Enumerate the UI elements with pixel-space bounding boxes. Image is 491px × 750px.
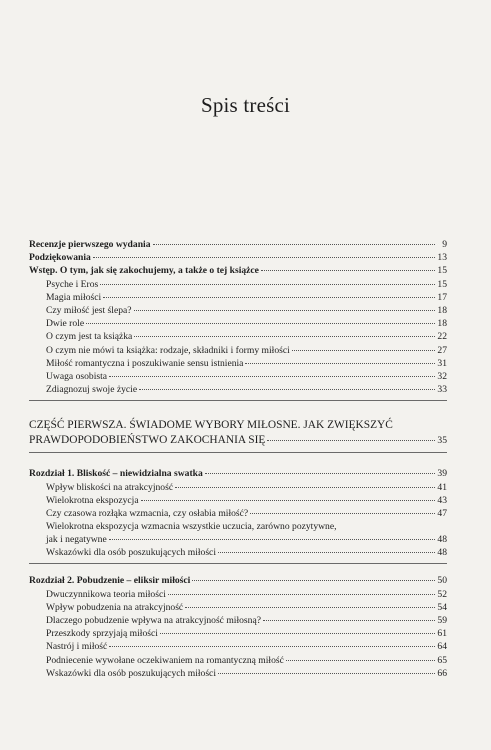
toc-chapter [29, 467, 447, 480]
toc-entry-page: 65 [437, 654, 447, 666]
page-title: Spis treści [200, 93, 291, 117]
toc-subentry [29, 344, 447, 357]
toc-subentry [29, 317, 447, 330]
toc-entry-title: Wpływ pobudzenia na atrakcyjność [46, 601, 184, 613]
toc-entry-page: 59 [437, 614, 447, 626]
table-of-contents [29, 238, 447, 680]
toc-entry-title: Miłość romantyczna i poszukiwanie sensu istnienia [46, 357, 244, 369]
toc-entry-title: Dwuczynnikowa teoria miłości [46, 588, 166, 600]
toc-entry [29, 238, 447, 251]
dot-leader [134, 335, 435, 337]
dot-leader [261, 269, 435, 271]
toc-entry-page: 64 [437, 641, 447, 653]
toc-entry-page: 54 [437, 601, 447, 613]
toc-entry-title: O czym jest ta książka [46, 331, 133, 343]
toc-entry-title: Wielokrotna ekspozycja [46, 494, 139, 506]
dot-leader [109, 538, 435, 540]
dot-leader [218, 551, 435, 553]
toc-entry-title: Zdiagnozuj swoje życie [46, 384, 138, 396]
dot-leader [86, 322, 435, 324]
toc-subentry [29, 481, 447, 494]
toc-entry-page: 15 [437, 278, 447, 290]
toc-chapter [29, 574, 447, 587]
dot-leader [205, 472, 435, 474]
part-title-line1: CZĘŚĆ PIERWSZA. ŚWIADOME WYBORY MIŁOSNE. JAK ZWIĘKSZYĆ [29, 419, 393, 432]
toc-entry-page: 39 [437, 468, 447, 480]
toc-entry-page: 18 [437, 318, 447, 330]
toc-subentry [29, 494, 447, 507]
toc-entry-page: 66 [437, 667, 447, 679]
dot-leader [218, 672, 435, 674]
toc-entry-page: 33 [437, 384, 447, 396]
dot-leader [93, 256, 435, 258]
dot-leader [245, 362, 435, 364]
toc-entry-page: 27 [437, 344, 447, 356]
dot-leader [134, 309, 435, 311]
toc-subentry [29, 667, 447, 680]
toc-subentry [29, 614, 447, 627]
dot-leader [168, 593, 435, 595]
section-divider [29, 400, 447, 402]
toc-subentry [29, 588, 447, 601]
toc-entry-title: Recenzje pierwszego wydania [29, 239, 151, 250]
dot-leader [100, 283, 435, 285]
toc-entry-title: Magia miłości [46, 291, 102, 303]
toc-subentry [29, 278, 447, 291]
toc-entry-title: Dwie role [46, 318, 85, 330]
toc-entry-page: 9 [442, 239, 447, 250]
toc-entry-page: 48 [437, 547, 447, 559]
dot-leader [267, 439, 435, 441]
toc-entry-page: 22 [437, 331, 447, 343]
toc-subentry [29, 533, 447, 546]
toc-subentry [29, 507, 447, 520]
toc-entry-title: Podziękowania [29, 252, 91, 264]
toc-entry-title: Psyche i Eros [46, 278, 99, 290]
dot-leader [139, 388, 435, 390]
toc-subentry [29, 640, 447, 653]
toc-entry-page: 15 [437, 265, 447, 277]
dot-leader [286, 659, 435, 661]
toc-entry-title: Wstęp. O tym, jak się zakochujemy, a także o tej książce [29, 265, 259, 277]
toc-entry-page: 31 [437, 357, 447, 369]
toc-subentry [29, 357, 447, 370]
toc-entry-page: 41 [437, 481, 447, 493]
toc-entry-page: 18 [437, 305, 447, 317]
toc-entry-page: 43 [437, 494, 447, 506]
dot-leader [109, 375, 435, 377]
dot-leader [153, 243, 436, 245]
toc-entry-title: Czy miłość jest ślepa? [46, 305, 132, 317]
dot-leader [141, 499, 435, 501]
toc-subentry [29, 654, 447, 667]
toc-entry-title: O czym nie mówi ta książka: rodzaje, składniki i formy miłości [46, 344, 290, 356]
dot-leader [160, 632, 435, 634]
toc-entry-page: 48 [437, 533, 447, 545]
toc-entry-title: Podniecenie wywołane oczekiwaniem na romantyczną miłość [46, 654, 284, 666]
toc-entry [29, 264, 447, 277]
toc-entry-page: 47 [437, 508, 447, 520]
toc-entry [29, 251, 447, 264]
dot-leader [109, 645, 435, 647]
toc-entry-title: Przeszkody sprzyjają miłości [46, 628, 158, 640]
toc-entry-page: 52 [437, 588, 447, 600]
part-title-line2: PRAWDOPODOBIEŃSTWO ZAKOCHANIA SIĘ [29, 434, 266, 447]
toc-subentry [29, 304, 447, 317]
toc-entry-page: 32 [437, 371, 447, 383]
dot-leader [185, 606, 435, 608]
toc-entry-title: Nastrój i miłość [46, 641, 108, 653]
toc-subentry [29, 370, 447, 383]
toc-subentry-line1: Wielokrotna ekspozycja wzmacnia wszystkie uczucia, zarówno pozytywne, [46, 521, 337, 533]
toc-entry-page: 61 [437, 628, 447, 640]
toc-entry-title: jak i negatywne [46, 533, 107, 545]
toc-part-heading [29, 418, 447, 448]
toc-entry-page: 35 [437, 435, 447, 447]
toc-entry-title: Wskazówki dla osób poszukujących miłości [46, 667, 216, 679]
dot-leader [103, 296, 435, 298]
dot-leader [292, 349, 435, 351]
toc-subentry [29, 330, 447, 343]
toc-subentry [29, 383, 447, 396]
toc-subentry [29, 627, 447, 640]
toc-entry-title: Rozdział 1. Bliskość – niewidzialna swatka [29, 468, 203, 480]
toc-entry-page: 13 [437, 252, 447, 264]
dot-leader [263, 619, 435, 621]
toc-entry-title: Rozdział 2. Pobudzenie – eliksir miłości [29, 575, 191, 587]
toc-entry-title: Wskazówki dla osób poszukujących miłości [46, 547, 216, 559]
toc-entry-title: Uwaga osobista [46, 371, 108, 383]
dot-leader [250, 512, 435, 514]
toc-entry-page: 17 [437, 291, 447, 303]
toc-subentry [29, 601, 447, 614]
toc-subentry [29, 546, 447, 559]
toc-subentry [29, 291, 447, 304]
toc-entry [29, 433, 447, 448]
toc-entry-page: 50 [437, 575, 447, 587]
toc-entry-title: Wpływ bliskości na atrakcyjność [46, 481, 174, 493]
dot-leader [192, 579, 435, 581]
dot-leader [175, 486, 435, 488]
toc-entry-title: Dlaczego pobudzenie wpływa na atrakcyjność miłosną? [46, 614, 261, 626]
toc-entry-title: Czy czasowa rozłąka wzmacnia, czy osłabia miłość? [46, 508, 249, 520]
